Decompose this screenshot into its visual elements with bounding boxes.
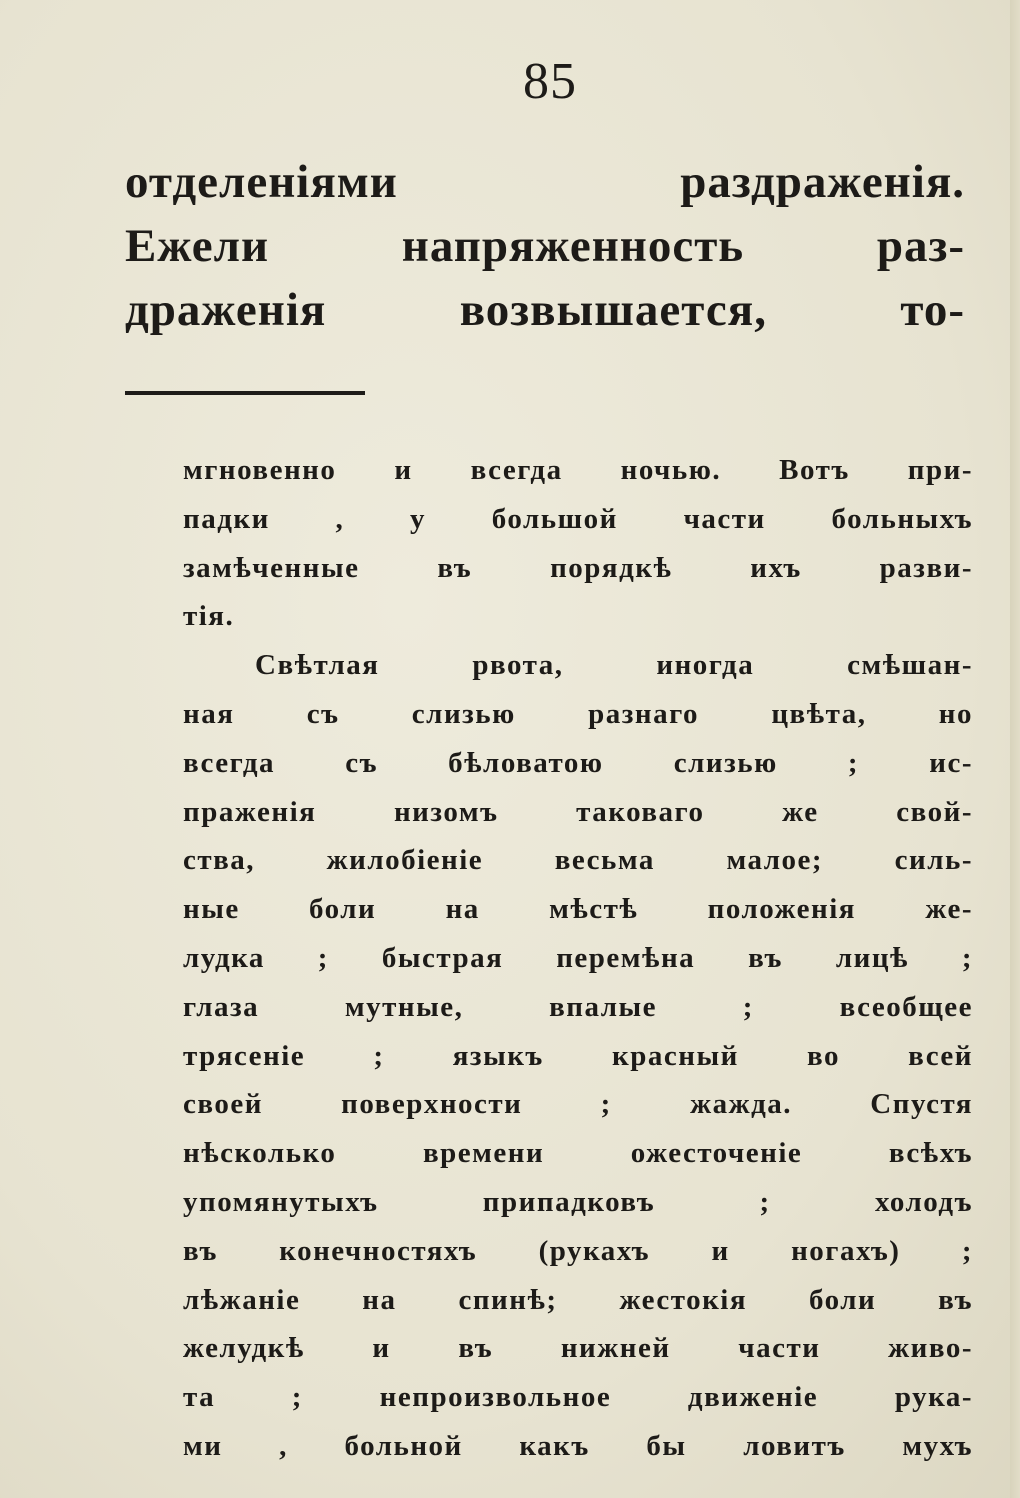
footnote-line: ства, жилобіеніе весьма малое; силь- [183, 844, 973, 877]
footnote-line: ные боли на мѣстѣ положенія же- [183, 893, 973, 926]
page-number: 85 [523, 53, 577, 110]
page-edge-shadow [1010, 0, 1020, 1498]
main-text-block [125, 150, 965, 342]
footnote-line: ми , больной какъ бы ловитъ мухъ [183, 1429, 973, 1462]
main-text-line: драженія возвышается, то- [125, 284, 965, 336]
footnote-line: въ конечностяхъ (рукахъ и ногахъ) ; [183, 1234, 973, 1267]
footnote-line: нѣсколько времени ожесточеніе всѣхъ [183, 1137, 973, 1170]
footnote-line: упомянутыхъ припадковъ ; холодъ [183, 1185, 973, 1218]
footnote-line: замѣченные въ порядкѣ ихъ разви- [183, 551, 973, 584]
footnote-line: тія. [183, 600, 235, 633]
footnote-line: трясеніе ; языкъ красный во всей [183, 1039, 973, 1072]
footnote-line: своей поверхности ; жажда. Спустя [183, 1088, 973, 1121]
footnote-line: ная съ слизью разнаго цвѣта, но [183, 697, 973, 730]
main-text-line: отделеніями раздраженія. [125, 156, 965, 208]
footnote-separator-rule [125, 391, 365, 395]
footnote-line: лѣжаніе на спинѣ; жестокія боли въ [183, 1283, 973, 1316]
footnote-line: лудка ; быстрая перемѣна въ лицѣ ; [183, 941, 973, 974]
main-text-line: Ежели напряженность раз- [125, 220, 965, 272]
footnote-line: мгновенно и всегда ночью. Вотъ при- [183, 454, 973, 486]
footnote-line: Свѣтлая рвота, иногда смѣшан- [255, 649, 973, 682]
footnote-line: падки , у большой части больныхъ [183, 502, 973, 535]
footnote-line: желудкѣ и въ нижней части живо- [183, 1332, 973, 1365]
footnote-line: всегда съ бѣловатою слизью ; ис- [183, 746, 973, 779]
footnote-block [183, 446, 973, 1471]
footnote-line: праженія низомъ таковаго же свой- [183, 795, 973, 828]
footnote-line: та ; непроизвольное движеніе рука- [183, 1381, 973, 1414]
footnote-line: глаза мутные, впалые ; всеобщее [183, 990, 973, 1023]
